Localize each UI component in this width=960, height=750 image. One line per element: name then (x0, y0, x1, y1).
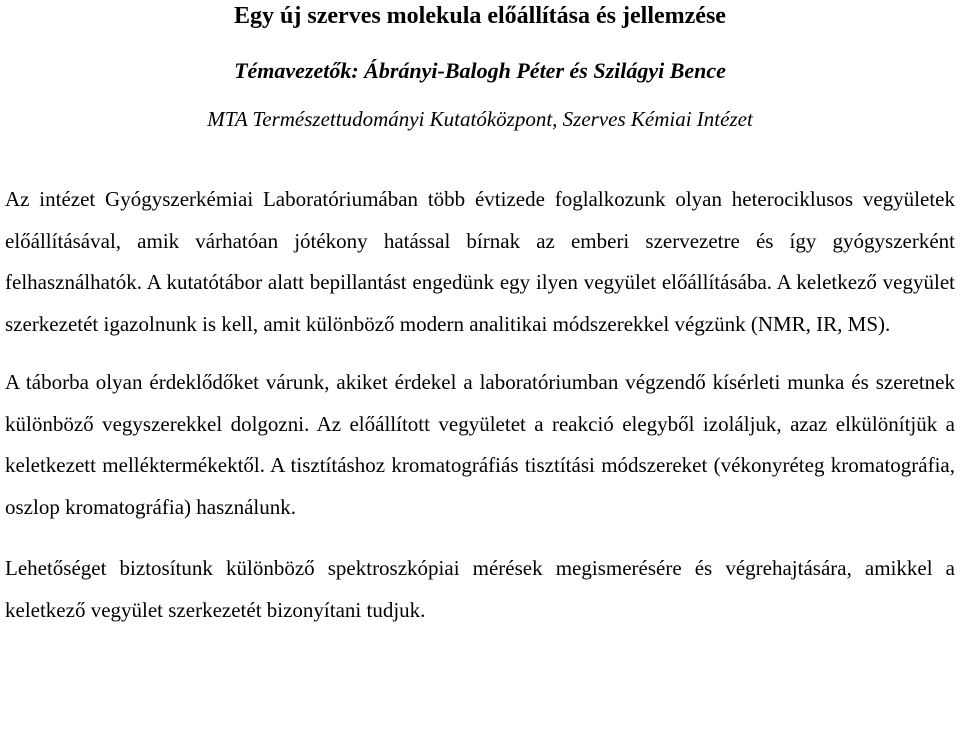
paragraph-participants: A táborba olyan érdeklődőket várunk, akiket érdekel a laboratóriumban végzendő kísérleti munka és szeretnek különböző vegyszerekkel dolgozni. Az előállított vegyületet a reakció elegyből izoláljuk, azaz elkülönítjük a keletkezett melléktermékektől. A tisztításhoz kromatográfiás tisztítási módszereket (vékonyréteg kromatográfia, oszlop kromatográfia) használunk. (5, 370, 955, 519)
supervisors-line: Témavezetők: Ábrányi-Balogh Péter és Szilágyi Bence (234, 58, 726, 83)
paragraph-intro: Az intézet Gyógyszerkémiai Laboratóriumában több évtizede foglalkozunk olyan heterociklusos vegyületek előállításával, amik várhatóan jótékony hatással bírnak az emberi szervezetre és így gyógyszerként felhasználhatók. A kutatótábor alatt bepillantást engedünk egy ilyen vegyület előállításába. A keletkező vegyület szerkezetét igazolnunk is kell, amit különböző modern analitikai módszerekkel végzünk (NMR, IR, MS). (5, 187, 955, 336)
institute-line: MTA Természettudományi Kutatóközpont, Szerves Kémiai Intézet (207, 107, 753, 131)
paragraph-spectroscopy: Lehetőséget biztosítunk különböző spektroszkópiai mérések megismerésére és végrehajtására, amikkel a keletkező vegyület szerkezetét bizonyítani tudjuk. (5, 556, 955, 622)
document-title: Egy új szerves molekula előállítása és jellemzése (234, 3, 726, 29)
